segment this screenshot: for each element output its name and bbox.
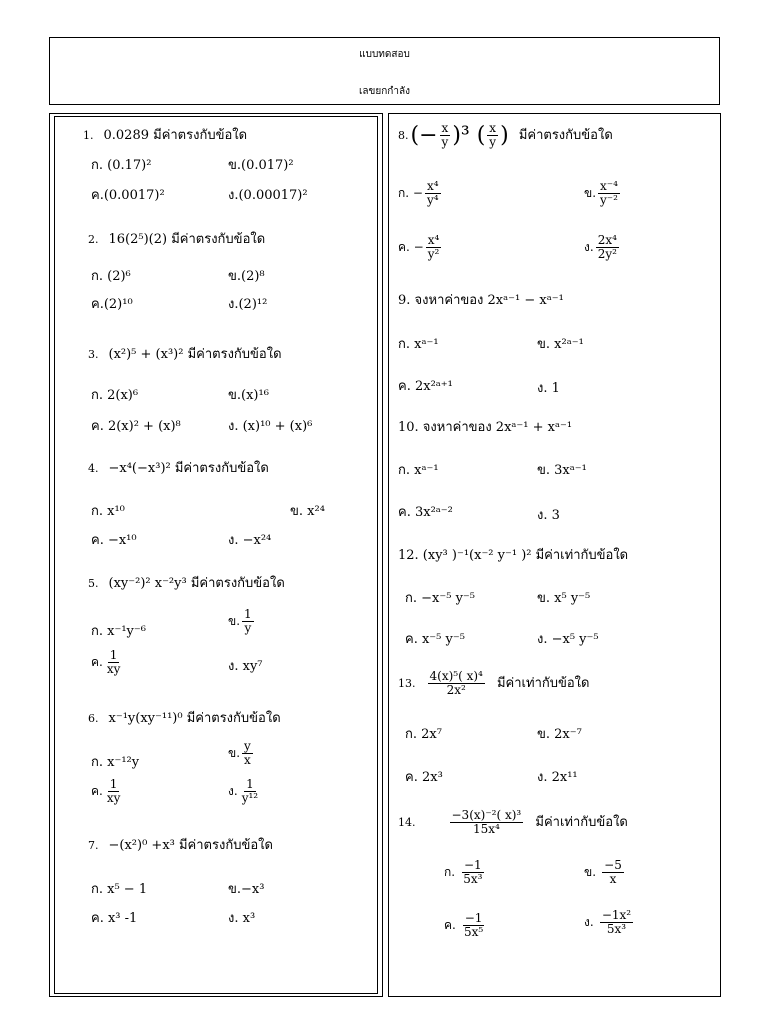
q10-option-d: ง. 3 bbox=[537, 508, 560, 523]
fraction: $\frac{y}{x}$ bbox=[244, 739, 251, 768]
question-number: 5. bbox=[88, 577, 99, 590]
question-text: (xy⁻²)² x⁻²y³ มีค่าตรงกับข้อใด bbox=[108, 576, 285, 591]
question-text: 16(2⁵)(2) มีค่าตรงกับข้อใด bbox=[108, 232, 266, 247]
q12-option-a: ก. −x⁻⁵ y⁻⁵ bbox=[405, 591, 475, 606]
q1-option-a: ก. (0.17)² bbox=[91, 158, 152, 173]
q12-option-d: ง. −x⁵ y⁻⁵ bbox=[537, 632, 599, 647]
q1-option-c: ค.(0.0017)² bbox=[91, 188, 165, 203]
question-7 bbox=[88, 834, 273, 855]
question-14: 14. $\frac{\text{−3(x)⁻²( x)³}}{\text{15x⁴}}$ มีค่าเท่ากับข้อใด bbox=[398, 808, 628, 837]
question-text: มีค่าเท่ากับข้อใด bbox=[496, 676, 590, 692]
question-text: x⁻¹y(xy⁻¹¹)⁰ มีค่าตรงกับข้อใด bbox=[108, 711, 281, 726]
question-5 bbox=[88, 572, 285, 593]
q10-option-c: ค. 3x²ᵃ⁻² bbox=[398, 505, 453, 520]
header-box bbox=[49, 37, 720, 105]
question-6 bbox=[88, 707, 281, 728]
question-number: 1. bbox=[83, 129, 94, 142]
q7-option-b: ข.−x³ bbox=[228, 882, 265, 897]
q9-option-c: ค. 2x²ᵃ⁺¹ bbox=[398, 379, 453, 394]
fraction: $\frac{\text{−3(x)⁻²( x)³}}{\text{15x⁴}}$ bbox=[451, 808, 522, 837]
q6-option-b: ข. $\frac{y}{x}$ bbox=[228, 739, 251, 768]
question-8: 8.(− $\frac{x}{y}$ )³ ( $\frac{x}{y}$ ) มีค่าตรงกับข้อใด bbox=[398, 121, 613, 150]
left-column bbox=[49, 113, 383, 997]
q9-option-d: ง. 1 bbox=[537, 381, 560, 396]
question-number: 3. bbox=[88, 348, 99, 361]
q3-option-a: ก. 2(x)⁶ bbox=[91, 388, 139, 403]
fraction: $\frac{1}{\text{y¹²}}$ bbox=[241, 777, 259, 806]
q3-option-d: ง. (x)¹⁰ + (x)⁶ bbox=[228, 419, 313, 434]
q10-option-a: ก. xᵃ⁻¹ bbox=[398, 463, 439, 478]
q14-option-c: ค. $\frac{-1}{\text{5x⁵}}$ bbox=[444, 911, 484, 940]
q4-option-a: ก. x¹⁰ bbox=[91, 504, 125, 519]
q9-option-a: ก. xᵃ⁻¹ bbox=[398, 337, 439, 352]
q2-option-d: ง.(2)¹² bbox=[228, 297, 268, 312]
fraction: $\frac{x}{y}$ bbox=[441, 121, 449, 150]
fraction: $\frac{\text{−1x²}}{\text{5x³}}$ bbox=[601, 908, 632, 937]
question-12: 12. (xy³ )⁻¹(x⁻² y⁻¹ )² มีค่าเท่ากับข้อใด bbox=[398, 548, 629, 563]
q3-option-c: ค. 2(x)² + (x)⁸ bbox=[91, 419, 181, 434]
fraction: $\frac{\text{x⁴}}{\text{y²}}$ bbox=[427, 233, 440, 262]
question-text: มีค่าเท่ากับข้อใด bbox=[535, 815, 628, 831]
fraction: $\frac{-1}{\text{5x³}}$ bbox=[463, 858, 483, 887]
fraction: $\frac{1}{y}$ bbox=[244, 607, 252, 636]
q1-option-d: ง.(0.00017)² bbox=[228, 188, 308, 203]
q4-option-c: ค. −x¹⁰ bbox=[91, 533, 137, 548]
q8-option-a: ก. − $\frac{\text{x⁴}}{\text{y⁴}}$ bbox=[398, 179, 439, 208]
question-text: −(x²)⁰ +x³ มีค่าตรงกับข้อใด bbox=[108, 838, 273, 853]
q14-option-d: ง. $\frac{\text{−1x²}}{\text{5x³}}$ bbox=[584, 908, 632, 937]
q13-option-d: ง. 2x¹¹ bbox=[537, 770, 578, 785]
q14-option-a: ก. $\frac{-1}{\text{5x³}}$ bbox=[444, 858, 483, 887]
page-subtitle: เลขยกกำลัง bbox=[359, 86, 410, 97]
fraction: $\frac{\text{x⁴}}{\text{y⁴}}$ bbox=[426, 179, 439, 208]
question-13: 13. $\frac{\text{4(x)⁵( x)⁴}}{\text{2x²}}$ มีค่าเท่ากับข้อใด bbox=[398, 669, 590, 698]
q9-option-b: ข. x²ᵃ⁻¹ bbox=[537, 337, 584, 352]
question-3 bbox=[88, 343, 282, 364]
q2-option-b: ข.(2)⁸ bbox=[228, 269, 265, 284]
question-text: 0.0289 มีค่าตรงกับข้อใด bbox=[103, 128, 248, 143]
q7-option-a: ก. x⁵ − 1 bbox=[91, 882, 148, 897]
question-text: (x²)⁵ + (x³)² มีค่าตรงกับข้อใด bbox=[108, 347, 282, 362]
question-2 bbox=[88, 228, 265, 249]
fraction: $\frac{\text{4(x)⁵( x)⁴}}{\text{2x²}}$ bbox=[429, 669, 483, 698]
question-4 bbox=[88, 457, 269, 478]
q2-option-c: ค.(2)¹⁰ bbox=[91, 297, 133, 312]
right-column bbox=[388, 113, 721, 997]
fraction: $\frac{\text{x⁻⁴}}{\text{y⁻²}}$ bbox=[600, 179, 618, 208]
q8-option-d: ง. $\frac{\text{2x⁴}}{\text{2y²}}$ bbox=[584, 233, 617, 262]
question-9: 9. จงหาค่าของ 2xᵃ⁻¹ − xᵃ⁻¹ bbox=[398, 293, 564, 308]
question-number: 2. bbox=[88, 233, 99, 246]
q5-option-c: ค. $\frac{1}{xy}$ bbox=[91, 648, 121, 677]
q14-option-b: ข. $\frac{-5}{x}$ bbox=[584, 858, 622, 887]
q5-option-b: ข. $\frac{1}{y}$ bbox=[228, 607, 252, 636]
q6-option-a: ก. x⁻¹²y bbox=[91, 755, 140, 770]
q2-option-a: ก. (2)⁶ bbox=[91, 269, 131, 284]
q10-option-b: ข. 3xᵃ⁻¹ bbox=[537, 463, 587, 478]
q8-option-b: ข. $\frac{\text{x⁻⁴}}{\text{y⁻²}}$ bbox=[584, 179, 618, 208]
fraction: $\frac{1}{xy}$ bbox=[106, 777, 121, 806]
q3-option-b: ข.(x)¹⁶ bbox=[228, 388, 269, 403]
fraction: $\frac{-1}{\text{5x⁵}}$ bbox=[463, 911, 484, 940]
fraction: $\frac{x}{y}$ bbox=[489, 121, 497, 150]
q4-option-d: ง. −x²⁴ bbox=[228, 533, 272, 548]
fraction: $\frac{\text{2x⁴}}{\text{2y²}}$ bbox=[597, 233, 617, 262]
fraction: $\frac{1}{xy}$ bbox=[106, 648, 121, 677]
q6-option-c: ค. $\frac{1}{xy}$ bbox=[91, 777, 121, 806]
q13-option-c: ค. 2x³ bbox=[405, 770, 443, 785]
q4-option-b: ข. x²⁴ bbox=[290, 504, 325, 519]
q1-option-b: ข.(0.017)² bbox=[228, 158, 294, 173]
question-number: 4. bbox=[88, 462, 99, 475]
fraction: $\frac{-5}{x}$ bbox=[604, 858, 622, 887]
question-number: 6. bbox=[88, 712, 99, 725]
q6-option-d: ง. $\frac{1}{\text{y¹²}}$ bbox=[228, 777, 259, 806]
q5-option-a: ก. x⁻¹y⁻⁶ bbox=[91, 624, 146, 639]
q5-option-d: ง. xy⁷ bbox=[228, 659, 263, 674]
question-1 bbox=[83, 124, 247, 145]
question-text: −x⁴(−x³)² มีค่าตรงกับข้อใด bbox=[108, 461, 269, 476]
q13-option-b: ข. 2x⁻⁷ bbox=[537, 727, 582, 742]
q7-option-d: ง. x³ bbox=[228, 911, 256, 926]
page-title: แบบทดสอบ bbox=[359, 49, 410, 60]
q8-option-c: ค. − $\frac{\text{x⁴}}{\text{y²}}$ bbox=[398, 233, 440, 262]
q13-option-a: ก. 2x⁷ bbox=[405, 727, 442, 742]
question-text: มีค่าตรงกับข้อใด bbox=[518, 128, 613, 144]
question-10: 10. จงหาค่าของ 2xᵃ⁻¹ + xᵃ⁻¹ bbox=[398, 420, 573, 435]
q12-option-c: ค. x⁻⁵ y⁻⁵ bbox=[405, 632, 465, 647]
q7-option-c: ค. x³ -1 bbox=[91, 911, 138, 926]
question-number: 7. bbox=[88, 839, 99, 852]
q12-option-b: ข. x⁵ y⁻⁵ bbox=[537, 591, 591, 606]
